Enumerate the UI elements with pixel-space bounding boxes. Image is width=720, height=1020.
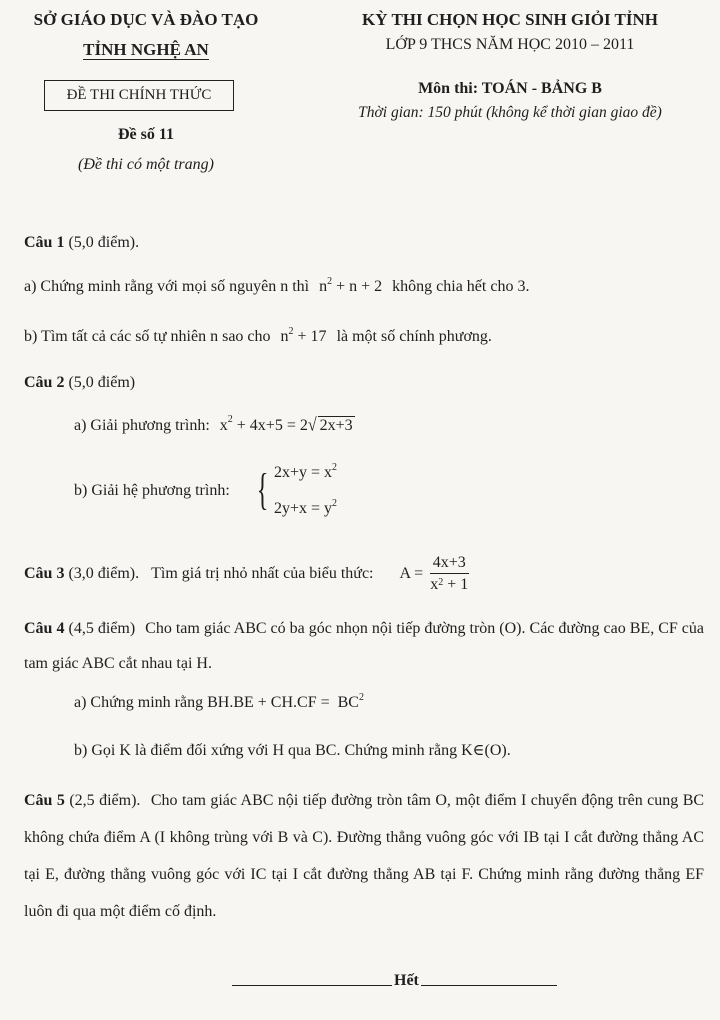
q5-body — [24, 782, 704, 930]
q2-b-eq2-body: 2y+x = y — [274, 500, 333, 517]
q4-a-text: a) Chứng minh rằng BH.BE + CH.CF = — [74, 694, 330, 711]
q1-b-tail: là một số chính phương. — [336, 328, 492, 345]
q5-text: Cho tam giác ABC nội tiếp đường tròn tâm O, một điểm I chuyển động trên cung BC không chứa điểm A (I không trùng với B và C). Đường thẳng vuông góc với IB tại I cắt đường thẳng AC tại E, đường thẳng vuông góc với IC tại I cắt đường thẳng AB tại F. Chứng minh rằng đường thẳng EF luôn đi qua một điểm cố định. — [24, 792, 705, 920]
q2-b-text: b) Giải hệ phương trình: — [74, 482, 230, 499]
q1-a-tail: không chia hết cho 3. — [392, 278, 530, 295]
q4-part-a — [74, 694, 364, 712]
exam-title: KỲ THI CHỌN HỌC SINH GIỎI TỈNH — [362, 10, 658, 29]
exam-number: Đề số 11 — [118, 126, 174, 143]
q3-title: Câu 3 — [24, 565, 65, 582]
end-rule-right — [421, 985, 557, 986]
official-exam-box: ĐỀ THI CHÍNH THỨC — [44, 80, 234, 111]
q4-points: (4,5 điểm) — [68, 620, 136, 637]
q1-b-expr-rest: + 17 — [297, 328, 327, 345]
q2-a-lhs-base: x — [219, 417, 228, 434]
q4-part-b: b) Gọi K là điểm đối xứng với H qua BC. Chứng minh rằng K∈(O). — [74, 742, 511, 759]
q1-b-text: b) Tìm tất cả các số tự nhiên n sao cho — [24, 328, 271, 345]
system-brace: { — [256, 465, 269, 514]
exam-subject: Môn thi: TOÁN - BẢNG B — [418, 80, 602, 97]
q5-title: Câu 5 — [24, 792, 65, 809]
q4-intro — [24, 611, 704, 681]
exam-year: LỚP 9 THCS NĂM HỌC 2010 – 2011 — [385, 36, 635, 53]
q2-a-text: a) Giải phương trình: — [74, 417, 210, 434]
q5-points: (2,5 điểm). — [69, 792, 141, 809]
q1-title: Câu 1 — [24, 234, 65, 251]
q3-text: Tìm giá trị nhỏ nhất của biểu thức: — [151, 565, 374, 582]
q1-a-text: a) Chứng minh rằng với mọi số nguyên n thì — [24, 278, 310, 295]
q2-part-a — [74, 416, 355, 435]
q2-title: Câu 2 — [24, 374, 65, 391]
sqrt-symbol: √ — [307, 415, 317, 436]
end-marker: Hết — [394, 972, 419, 989]
q3-numerator: 4x+3 — [430, 553, 469, 574]
q2-heading — [24, 374, 135, 392]
q2-b-eq1-body: 2x+y = x — [274, 464, 333, 481]
q4-a-expr-exp: 2 — [358, 692, 364, 703]
q2-points: (5,0 điểm) — [68, 374, 136, 391]
q2-b-eq1 — [274, 464, 337, 482]
q2-a-lhs-rest: + 4x+5 = 2 — [236, 417, 308, 434]
q1-part-a — [24, 278, 529, 296]
q3-points: (3,0 điểm). — [68, 565, 140, 582]
q1-part-b — [24, 328, 492, 346]
q2-b-eq2-exp: 2 — [332, 498, 338, 509]
q4-text: Cho tam giác ABC có ba góc nhọn nội tiếp đường tròn (O). Các đường cao BE, CF của tam giác ABC cắt nhau tại H. — [24, 620, 705, 672]
province-name-text: TỈNH NGHỆ AN — [83, 40, 209, 59]
q1-b-expr-base: n — [280, 328, 289, 345]
end-line — [232, 972, 557, 990]
q3-den-rest: + 1 — [447, 575, 469, 593]
q1-a-expr-exp: 2 — [327, 276, 333, 287]
end-rule-left — [232, 985, 392, 986]
q3-fraction — [427, 553, 471, 596]
exam-time: Thời gian: 150 phút (không kể thời gian giao đề) — [358, 104, 662, 121]
department-name: SỞ GIÁO DỤC VÀ ĐÀO TẠO — [33, 10, 259, 29]
q1-a-expr-base: n — [319, 278, 328, 295]
q1-b-expr-exp: 2 — [288, 326, 294, 337]
q2-b-eq1-exp: 2 — [332, 462, 338, 473]
q3-denominator — [427, 574, 471, 596]
q1-a-expr-rest: + n + 2 — [336, 278, 383, 295]
q3-lhs: A = — [399, 565, 424, 582]
q2-b-eq2 — [274, 500, 337, 518]
q4-a-expr-base: BC — [337, 694, 359, 711]
q3-den-base: x — [430, 575, 439, 593]
q1-points: (5,0 điểm). — [68, 234, 140, 251]
province-name — [26, 40, 266, 60]
q4-title: Câu 4 — [24, 620, 65, 637]
q2-a-lhs-exp: 2 — [227, 414, 233, 425]
q2-a-radicand: 2x+3 — [319, 417, 353, 434]
q1-heading — [24, 234, 139, 252]
q3-den-exp: 2 — [438, 576, 444, 588]
q3-line — [24, 550, 471, 598]
page-note: (Đề thi có một trang) — [78, 156, 214, 173]
